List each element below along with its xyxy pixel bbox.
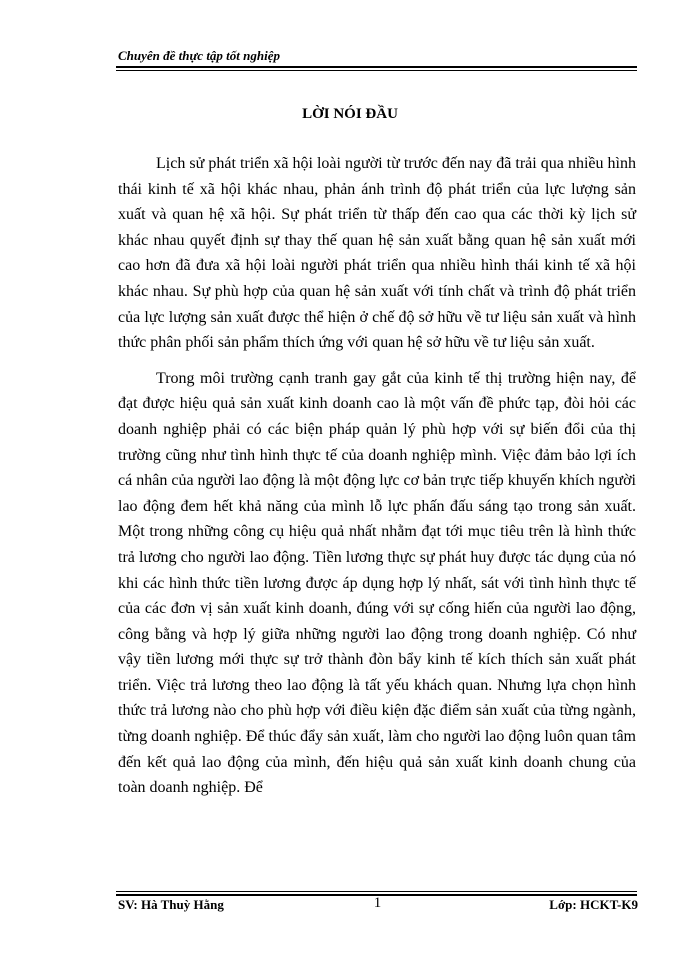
footer-student: SV: Hà Thuỳ Hằng: [118, 897, 224, 912]
header-rule-thin: [116, 70, 637, 71]
header-rule-thick: [116, 66, 637, 68]
footer-class: Lớp: HCKT-K9: [549, 897, 638, 912]
header-title: Chuyên đề thực tập tốt nghiệp: [118, 48, 280, 63]
document-body: [118, 151, 636, 811]
paragraph: Lịch sử phát triển xã hội loài người từ trước đến nay đã trải qua nhiều hình thái kinh tế xã hội khác nhau, phản ánh trình độ phát triển của lực lượng sản xuất và quan hệ xã hội. Sự phát triển từ thấp đến cao qua các thời kỳ lịch sử khác nhau quyết định sự thay thế quan hệ sản xuất bằng quan hệ sản xuất mới cao hơn đã đưa xã hội loài người phát triển qua nhiều hình thái kinh tế xã hội khác nhau. Sự phù hợp của quan hệ sản xuất với tính chất và trình độ phát triển của lực lượng sản xuất được thể hiện ở chế độ sở hữu về tư liệu sản xuất và hình thức phân phối sản phẩm thích ứng với quan hệ sở hữu về tư liệu sản xuất.: [118, 155, 636, 352]
page-number: 1: [373, 895, 382, 911]
paragraph: Trong môi trường cạnh tranh gay gắt của kinh tế thị trường hiện nay, để đạt được hiệu quả sản xuất kinh doanh cao là một vấn đề phức tạp, đòi hỏi các doanh nghiệp phải có các biện pháp quản lý phù hợp với sự biến đổi của thị trường cũng như tình hình thực tế của doanh nghiệp mình. Việc đảm bảo lợi ích cá nhân của người lao động là một động lực cơ bản trực tiếp khuyến khích người lao động đem hết khả năng của mình lỗ lực phấn đấu sáng tạo trong sản xuất. Một trong những công cụ hiệu quả nhất nhằm đạt tới mục tiêu trên là hình thức trả lương cho người lao động. Tiền lương thực sự phát huy được tác dụng của nó khi các hình thức tiền lương được áp dụng hợp lý nhất, sát với tình hình thực tế của các đơn vị sản xuất kinh doanh, đúng với sự cống hiến của người lao động, công bằng và hợp lý giữa những người lao động trong doanh nghiệp. Có như vậy tiền lương mới thực sự trở thành đòn bẩy kinh tế kích thích sản xuất phát triển. Việc trả lương theo lao động là tất yếu khách quan. Nhưng lựa chọn hình thức trả lương nào cho phù hợp với điều kiện đặc điểm sản xuất của từng ngành, từng doanh nghiệp. Để thúc đẩy sản xuất, làm cho người lao động luôn quan tâm đến kết quả lao động của mình, đến hiệu quả sản xuất kinh doanh chung của toàn doanh nghiệp. Để: [118, 369, 636, 797]
footer-rule-thin: [116, 891, 637, 892]
document-title: LỜI NÓI ĐẦU: [302, 106, 398, 122]
